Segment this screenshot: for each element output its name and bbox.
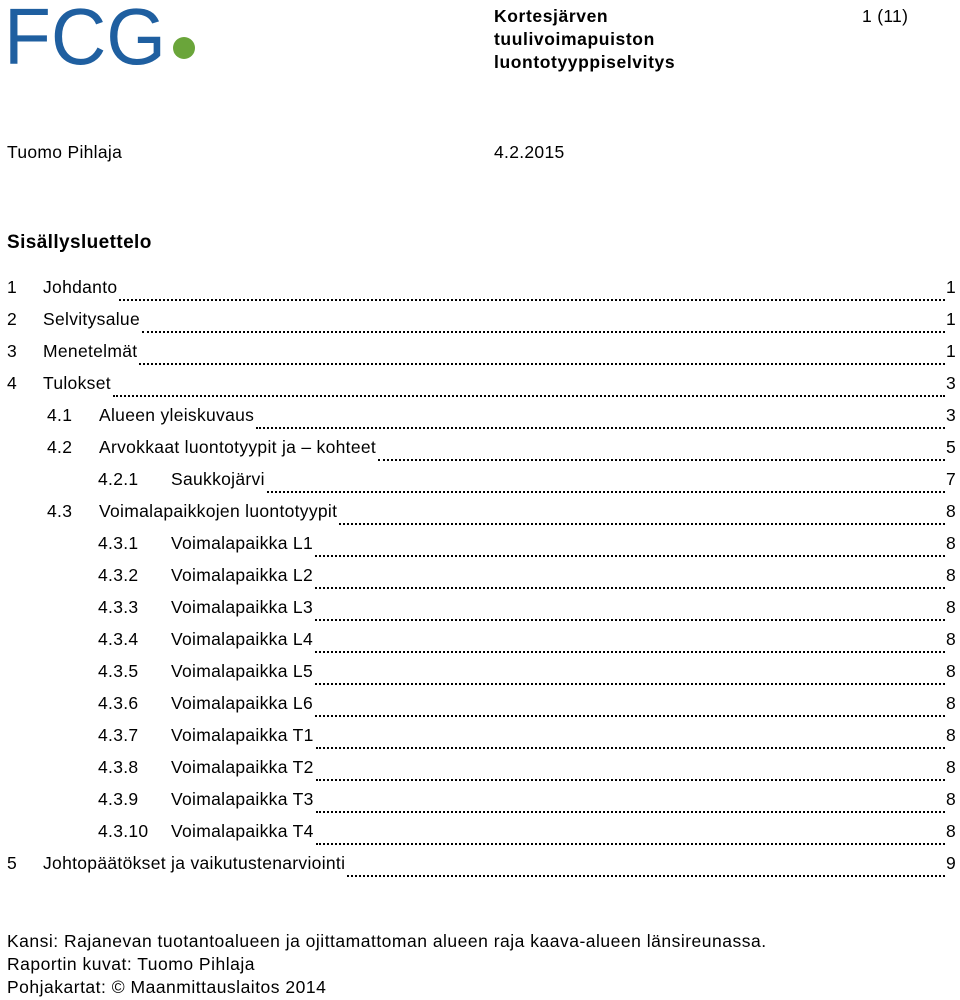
toc-entry-title: Voimalapaikka T1 xyxy=(171,725,314,745)
toc-heading: Sisällysluettelo xyxy=(7,232,152,253)
toc-entry-number: 4.3.4 xyxy=(98,629,139,649)
toc-entry-number: 4.3 xyxy=(47,501,73,521)
toc-entry-number: 4 xyxy=(7,373,18,393)
toc-leader-dots xyxy=(339,523,945,525)
toc-entry-page: 5 xyxy=(945,437,956,457)
toc-entry-title: Voimalapaikka L1 xyxy=(171,533,313,553)
toc-entry-page: 1 xyxy=(945,309,956,329)
toc-entry-number: 4.3.3 xyxy=(98,597,139,617)
toc-entry-title: Voimalapaikka L6 xyxy=(171,693,313,713)
toc-entry-number: 4.3.1 xyxy=(98,533,139,553)
toc-entry[interactable] xyxy=(7,306,956,338)
footer-credits xyxy=(7,930,767,999)
toc-entry-page: 8 xyxy=(945,821,956,841)
toc-leader-dots xyxy=(256,427,945,429)
document-title-line-2: tuulivoimapuiston xyxy=(494,29,655,49)
toc-entry-title: Tulokset xyxy=(43,373,111,393)
document-title xyxy=(494,5,675,74)
toc-entry-page: 8 xyxy=(945,597,956,617)
toc-entry-title: Johdanto xyxy=(43,277,118,297)
toc-entry-page: 8 xyxy=(945,725,956,745)
toc-entry[interactable] xyxy=(7,850,956,882)
document-date: 4.2.2015 xyxy=(494,142,565,162)
toc-entry-page: 1 xyxy=(945,341,956,361)
toc-leader-dots xyxy=(378,459,945,461)
toc-entry-title: Johtopäätökset ja vaikutustenarviointi xyxy=(43,853,346,873)
toc-leader-dots xyxy=(315,619,945,621)
toc-leader-dots xyxy=(315,683,945,685)
toc-leader-dots xyxy=(267,491,945,493)
toc-entry[interactable] xyxy=(7,818,956,850)
toc-entry-title: Voimalapaikka L4 xyxy=(171,629,313,649)
toc-entry-title: Arvokkaat luontotyypit ja – kohteet xyxy=(99,437,377,457)
toc-entry-title: Alueen yleiskuvaus xyxy=(99,405,255,425)
table-of-contents xyxy=(7,274,956,882)
toc-entry-number: 1 xyxy=(7,277,18,297)
toc-entry-number: 2 xyxy=(7,309,18,329)
toc-leader-dots xyxy=(316,843,945,845)
page-number: 1 (11) xyxy=(862,6,909,26)
toc-entry[interactable] xyxy=(7,754,956,786)
toc-entry[interactable] xyxy=(7,370,956,402)
toc-entry[interactable] xyxy=(7,274,956,306)
footer-line-photos: Raportin kuvat: Tuomo Pihlaja xyxy=(7,954,255,974)
toc-entry-page: 7 xyxy=(945,469,956,489)
toc-entry-number: 4.3.9 xyxy=(98,789,139,809)
toc-entry-title: Voimalapaikka L3 xyxy=(171,597,313,617)
toc-leader-dots xyxy=(119,299,945,301)
toc-entry-page: 3 xyxy=(945,405,956,425)
toc-entry-page: 3 xyxy=(945,373,956,393)
toc-entry[interactable] xyxy=(7,690,956,722)
toc-entry[interactable] xyxy=(7,498,956,530)
toc-entry[interactable] xyxy=(7,658,956,690)
toc-entry-number: 4.3.6 xyxy=(98,693,139,713)
toc-entry-number: 4.3.5 xyxy=(98,661,139,681)
toc-leader-dots xyxy=(347,875,945,877)
toc-entry-page: 9 xyxy=(945,853,956,873)
toc-entry-number: 4.3.8 xyxy=(98,757,139,777)
toc-leader-dots xyxy=(139,363,945,365)
document-title-line-3: luontotyyppiselvitys xyxy=(494,52,676,72)
toc-entry-title: Voimalapaikka T2 xyxy=(171,757,314,777)
toc-entry[interactable] xyxy=(7,562,956,594)
toc-entry-title: Voimalapaikka L5 xyxy=(171,661,313,681)
toc-entry-page: 8 xyxy=(945,629,956,649)
toc-entry-title: Voimalapaikka L2 xyxy=(171,565,313,585)
toc-entry[interactable] xyxy=(7,338,956,370)
footer-line-maps: Pohjakartat: © Maanmittauslaitos 2014 xyxy=(7,977,327,997)
toc-entry[interactable] xyxy=(7,402,956,434)
toc-entry-number: 4.3.7 xyxy=(98,725,139,745)
toc-entry-number: 4.2 xyxy=(47,437,73,457)
toc-entry-number: 4.3.10 xyxy=(98,821,149,841)
toc-entry-page: 8 xyxy=(945,757,956,777)
toc-leader-dots xyxy=(316,747,945,749)
toc-entry-title: Voimalapaikka T4 xyxy=(171,821,314,841)
toc-leader-dots xyxy=(316,811,945,813)
toc-entry-page: 8 xyxy=(945,533,956,553)
toc-entry-number: 4.2.1 xyxy=(98,469,139,489)
logo-text: FCG xyxy=(6,2,166,70)
toc-entry[interactable] xyxy=(7,786,956,818)
toc-leader-dots xyxy=(113,395,945,397)
toc-entry-title: Selvitysalue xyxy=(43,309,140,329)
fcg-logo xyxy=(6,2,206,75)
toc-entry[interactable] xyxy=(7,530,956,562)
toc-entry-number: 5 xyxy=(7,853,18,873)
toc-entry[interactable] xyxy=(7,594,956,626)
author-name: Tuomo Pihlaja xyxy=(7,142,123,162)
document-title-line-1: Kortesjärven xyxy=(494,6,609,26)
toc-entry-title: Saukkojärvi xyxy=(171,469,265,489)
toc-entry[interactable] xyxy=(7,434,956,466)
footer-line-cover: Kansi: Rajanevan tuotantoalueen ja ojittamattoman alueen raja kaava-alueen länsireunassa. xyxy=(7,931,767,951)
toc-entry-page: 8 xyxy=(945,693,956,713)
toc-entry-title: Menetelmät xyxy=(43,341,138,361)
toc-entry[interactable] xyxy=(7,722,956,754)
toc-entry-page: 8 xyxy=(945,565,956,585)
toc-entry[interactable] xyxy=(7,466,956,498)
toc-entry-page: 8 xyxy=(945,789,956,809)
toc-entry-page: 8 xyxy=(945,501,956,521)
toc-leader-dots xyxy=(315,555,945,557)
toc-leader-dots xyxy=(315,715,945,717)
toc-leader-dots xyxy=(315,587,945,589)
toc-entry-title: Voimalapaikkojen luontotyypit xyxy=(99,501,338,521)
toc-entry-number: 3 xyxy=(7,341,18,361)
toc-leader-dots xyxy=(142,331,945,333)
toc-entry-number: 4.3.2 xyxy=(98,565,139,585)
toc-entry-page: 1 xyxy=(945,277,956,297)
toc-leader-dots xyxy=(315,651,945,653)
toc-entry-title: Voimalapaikka T3 xyxy=(171,789,314,809)
toc-entry-page: 8 xyxy=(945,661,956,681)
toc-leader-dots xyxy=(316,779,945,781)
toc-entry[interactable] xyxy=(7,626,956,658)
toc-entry-number: 4.1 xyxy=(47,405,73,425)
logo-dot xyxy=(173,37,195,59)
